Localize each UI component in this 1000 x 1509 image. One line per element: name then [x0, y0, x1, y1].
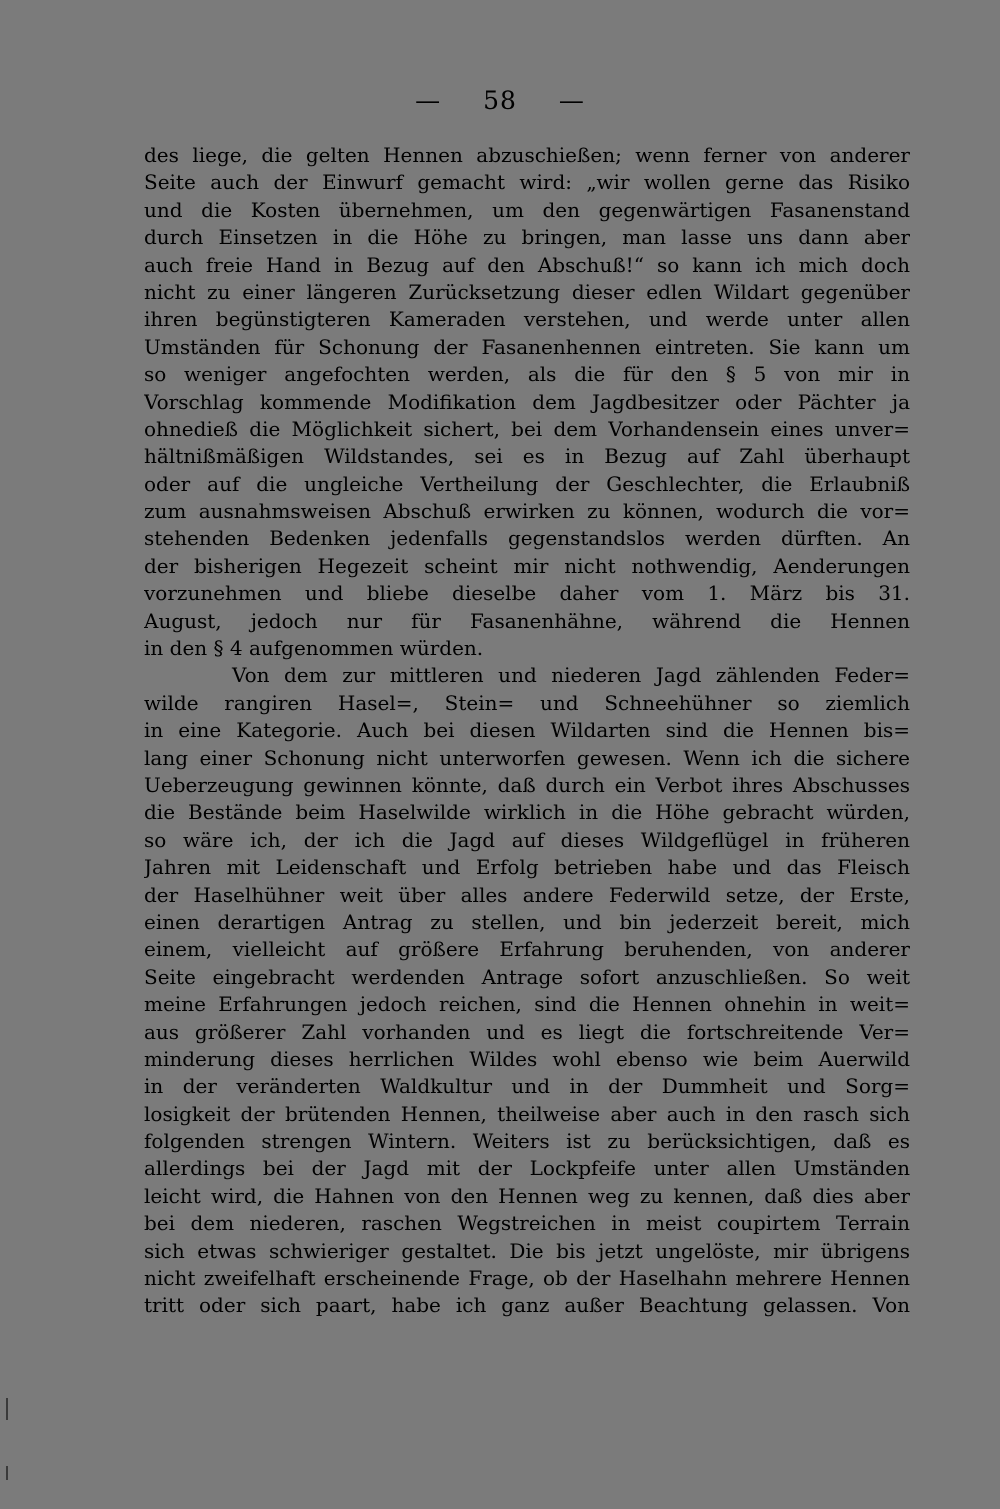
text-line: und die Kosten übernehmen, um den gegenwärtigen Fasanenstand [144, 197, 910, 222]
text-line: allerdings bei der Jagd mit der Lockpfeife unter allen Umständen [144, 1156, 910, 1181]
text-line: minderung dieses herrlichen Wildes wohl ebenso wie beim Auerwild [144, 1046, 910, 1071]
text-line: in den § 4 aufgenommen würden. [144, 636, 484, 661]
text-line: stehenden Bedenken jedenfalls gegenstandslos werden dürften. An [144, 526, 910, 551]
text-line: tritt oder sich paart, habe ich ganz außer Beachtung gelassen. Von [144, 1293, 910, 1318]
text-line: auch freie Hand in Bezug auf den Abschuß!“ so kann ich mich doch [144, 252, 910, 277]
page-number: 58 [483, 86, 517, 115]
text-line: zum ausnahmsweisen Abschuß erwirken zu können, wodurch die vor= [144, 499, 910, 524]
text-line: Jahren mit Leidenschaft und Erfolg betrieben habe und das Fleisch [144, 855, 910, 880]
text-line: wilde rangiren Hasel=, Stein= und Schneehühner so ziemlich [144, 690, 910, 715]
page-header [0, 86, 1000, 115]
body-text [144, 142, 910, 1320]
page-number-dash-right: — [558, 86, 585, 115]
text-line: August, jedoch nur für Fasanenhähne, während die Hennen [144, 608, 910, 633]
text-line: folgenden strengen Wintern. Weiters ist zu berücksichtigen, daß es [144, 1129, 910, 1154]
text-line: oder auf die ungleiche Vertheilung der Geschlechter, die Erlaubniß [144, 471, 910, 496]
text-line: der bisherigen Hegezeit scheint mir nicht nothwendig, Aenderungen [144, 553, 910, 578]
text-line: die Bestände beim Haselwilde wirklich in die Höhe gebracht würden, [144, 800, 910, 825]
text-line: einem, vielleicht auf größere Erfahrung beruhenden, von anderer [144, 937, 910, 962]
scan-edge-mark [6, 1466, 8, 1480]
text-line: Seite auch der Einwurf gemacht wird: „wir wollen gerne das Risiko [144, 170, 910, 195]
text-line: durch Einsetzen in die Höhe zu bringen, man lasse uns dann aber [144, 225, 910, 250]
text-line: bei dem niederen, raschen Wegstreichen in meist coupirtem Terrain [144, 1211, 910, 1236]
text-line: ihren begünstigteren Kameraden verstehen, und werde unter allen [144, 307, 910, 332]
text-line: so weniger angefochten werden, als die für den § 5 von mir in [144, 362, 910, 387]
text-line: hältnißmäßigen Wildstandes, sei es in Bezug auf Zahl überhaupt [144, 444, 910, 469]
text-line: in eine Kategorie. Auch bei diesen Wildarten sind die Hennen bis= [144, 718, 910, 743]
text-line: sich etwas schwieriger gestaltet. Die bis jetzt ungelöste, mir übrigens [144, 1238, 910, 1263]
text-line: der Haselhühner weit über alles andere Federwild setze, der Erste, [144, 882, 910, 907]
text-line: losigkeit der brütenden Hennen, theilweise aber auch in den rasch sich [144, 1101, 910, 1126]
text-line: leicht wird, die Hahnen von den Hennen weg zu kennen, daß dies aber [144, 1183, 910, 1208]
text-line: einen derartigen Antrag zu stellen, und bin jederzeit bereit, mich [144, 909, 910, 934]
paragraph-start-line: Von dem zur mittleren und niederen Jagd zählenden Feder= [232, 663, 910, 688]
text-line: nicht zweifelhaft erscheinende Frage, ob der Haselhahn mehrere Hennen [144, 1266, 910, 1291]
scan-edge-mark [6, 1398, 8, 1420]
text-line: lang einer Schonung nicht unterworfen gewesen. Wenn ich die sichere [144, 745, 910, 770]
text-line: meine Erfahrungen jedoch reichen, sind die Hennen ohnehin in weit= [144, 992, 910, 1017]
page-number-dash-left: — [415, 86, 442, 115]
text-line: des liege, die gelten Hennen abzuschießen; wenn ferner von anderer [144, 143, 910, 167]
text-line: Seite eingebracht werdenden Antrage sofort anzuschließen. So weit [144, 964, 910, 989]
text-line: Vorschlag kommende Modifikation dem Jagdbesitzer oder Pächter ja [144, 389, 910, 414]
text-line: vorzunehmen und bliebe dieselbe daher vom 1. März bis 31. [144, 581, 910, 606]
text-line: ohnedieß die Möglichkeit sichert, bei dem Vorhandensein eines unver= [144, 416, 910, 441]
text-line: nicht zu einer längeren Zurücksetzung dieser edlen Wildart gegenüber [144, 279, 910, 304]
text-line: Umständen für Schonung der Fasanenhennen eintreten. Sie kann um [144, 334, 910, 359]
text-line: so wäre ich, der ich die Jagd auf dieses Wildgeflügel in früheren [144, 827, 910, 852]
text-line: in der veränderten Waldkultur und in der Dummheit und Sorg= [144, 1074, 910, 1099]
text-line: Ueberzeugung gewinnen könnte, daß durch ein Verbot ihres Abschusses [144, 772, 910, 797]
text-line: aus größerer Zahl vorhanden und es liegt die fortschreitende Ver= [144, 1019, 910, 1044]
